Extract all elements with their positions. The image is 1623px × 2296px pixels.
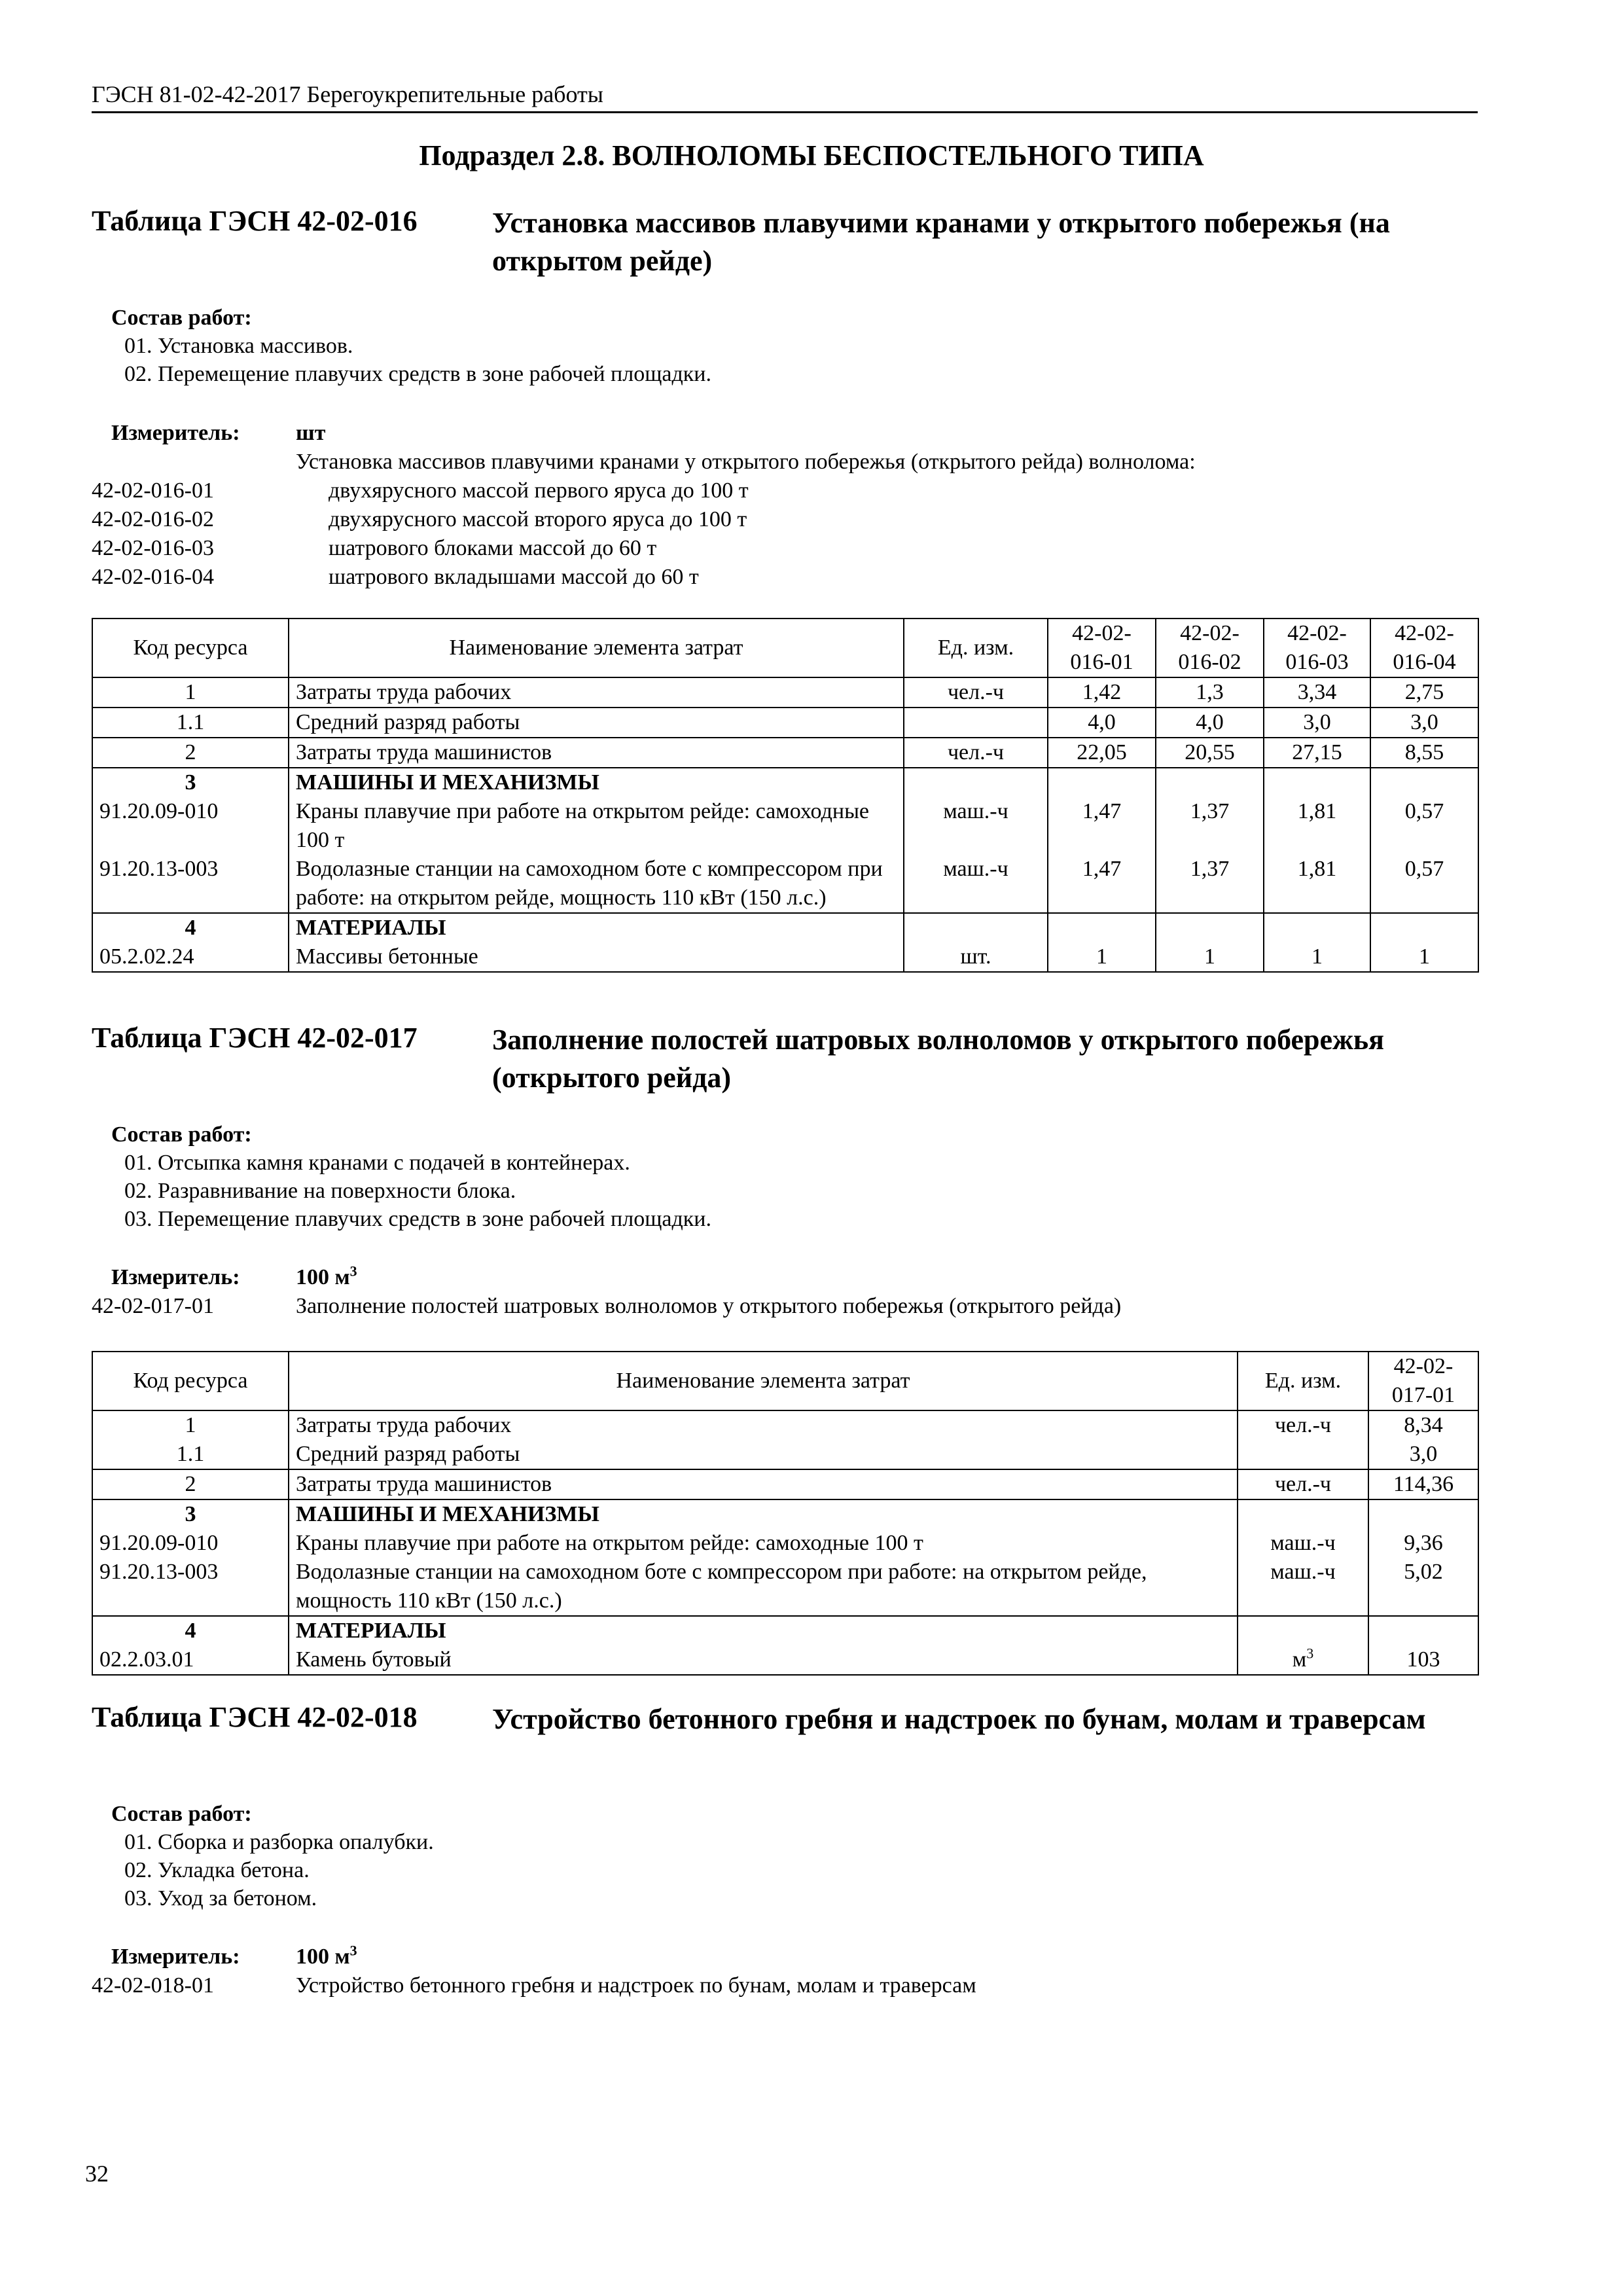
resource-name: Водолазные станции на самоходном боте с компрессором при работе: на открытом рейде, мощность 110 кВт (150 л.с.) <box>296 1560 1147 1613</box>
table-2-heading <box>92 1021 1478 1106</box>
cell-value <box>1048 768 1156 913</box>
works-caption: Состав работ: <box>111 306 252 330</box>
cell-name <box>289 1410 1238 1469</box>
table-row <box>92 708 1478 738</box>
col-header-name: Наименование элемента затрат <box>289 619 904 677</box>
cell-value: 3,34 <box>1264 677 1370 708</box>
row-code: 1.1 <box>176 1442 205 1466</box>
cell-value: 22,05 <box>1048 738 1156 768</box>
works-caption: Состав работ: <box>111 1802 252 1826</box>
resource-unit: м <box>1292 1647 1307 1672</box>
position-code: 42-02-016-01 <box>92 478 214 503</box>
position-code: 42-02-016-04 <box>92 565 214 589</box>
cell-value <box>1368 1499 1478 1616</box>
cell-value: 27,15 <box>1264 738 1370 768</box>
meter-label: Измеритель: <box>111 421 240 445</box>
table-row <box>92 768 1478 913</box>
table-3-heading <box>92 1700 1478 1785</box>
meter-unit: 100 м <box>296 1945 350 1969</box>
table-3-label: Таблица ГЭСН 42-02-018 <box>92 1701 418 1733</box>
cell-unit: чел.-ч <box>904 738 1048 768</box>
resource-value: 1 <box>1311 944 1323 969</box>
col-header-code: Код ресурса <box>92 1352 289 1410</box>
cell-code: 1 <box>92 677 289 708</box>
cell-unit: чел.-ч <box>1238 1469 1368 1499</box>
table-2-title: Заполнение полостей шатровых волноломов у открытого побережья (открытого рейда) <box>492 1024 1384 1094</box>
work-item: 02. Разравнивание на поверхности блока. <box>124 1179 516 1203</box>
col-header-position: 42-02-016-04 <box>1370 619 1478 677</box>
position-description: шатрового вкладышами массой до 60 т <box>329 565 699 589</box>
cell-name: Затраты труда рабочих <box>289 677 904 708</box>
resource-value: 0,57 <box>1404 857 1444 881</box>
cell-value: 3,0 <box>1264 708 1370 738</box>
table-row <box>92 738 1478 768</box>
position-description: двухярусного массой первого яруса до 100 т <box>329 478 749 503</box>
resource-name: Краны плавучие при работе на открытом рейде: самоходные 100 т <box>296 1531 923 1555</box>
work-item: 02. Перемещение плавучих средств в зоне рабочей площадки. <box>124 362 711 386</box>
page-number: 32 <box>85 2161 109 2187</box>
resource-value: 1 <box>1204 944 1215 969</box>
resource-unit: маш.-ч <box>943 799 1008 823</box>
position-code: 42-02-018-01 <box>92 1973 214 1998</box>
cell-value: 20,55 <box>1156 738 1264 768</box>
resource-unit: маш.-ч <box>1270 1531 1336 1555</box>
resource-value: 1,81 <box>1297 857 1337 881</box>
cell-unit <box>904 708 1048 738</box>
position-code: 42-02-016-03 <box>92 536 214 560</box>
col-header-name: Наименование элемента затрат <box>289 1352 1238 1410</box>
cell-name: Затраты труда машинистов <box>289 738 904 768</box>
cell-value: 1,42 <box>1048 677 1156 708</box>
cell-value <box>1156 768 1264 913</box>
table-2-label: Таблица ГЭСН 42-02-017 <box>92 1022 418 1054</box>
cell-code: 2 <box>92 1469 289 1499</box>
resource-code: 91.20.13-003 <box>99 857 219 881</box>
cell-value: 4,0 <box>1156 708 1264 738</box>
group-name: МАТЕРИАЛЫ <box>296 916 446 940</box>
resource-value: 1,37 <box>1190 799 1230 823</box>
resource-value: 1 <box>1096 944 1107 969</box>
cell-code: 1.1 <box>92 708 289 738</box>
cell-name: Средний разряд работы <box>289 708 904 738</box>
meter-unit-exponent: 3 <box>349 1942 357 1959</box>
cell-name <box>289 1616 1238 1675</box>
cell-value <box>1370 768 1478 913</box>
table-1-heading <box>92 204 1478 289</box>
group-code: 3 <box>185 1502 196 1526</box>
table-1-meter <box>92 419 1478 592</box>
cell-value: 2,75 <box>1370 677 1478 708</box>
cell-code <box>92 768 289 913</box>
resource-value: 9,36 <box>1404 1531 1443 1555</box>
table-row <box>92 1616 1478 1675</box>
cell-value <box>1264 768 1370 913</box>
table-row <box>92 913 1478 972</box>
cell-code <box>92 1616 289 1675</box>
table-row <box>92 677 1478 708</box>
col-header-code: Код ресурса <box>92 619 289 677</box>
group-code: 4 <box>185 1619 196 1643</box>
subsection-title: Подраздел 2.8. ВОЛНОЛОМЫ БЕСПОСТЕЛЬНОГО ТИПА <box>419 139 1204 171</box>
position-code: 42-02-017-01 <box>92 1294 214 1318</box>
group-code: 4 <box>185 916 196 940</box>
cell-value <box>1370 913 1478 972</box>
meter-unit: 100 м <box>296 1265 350 1289</box>
col-header-position: 42-02-016-03 <box>1264 619 1370 677</box>
col-header-unit: Ед. изм. <box>904 619 1048 677</box>
table-3-works <box>92 1800 1478 1912</box>
position-code: 42-02-016-02 <box>92 507 214 531</box>
cell-unit <box>1238 1616 1368 1675</box>
cell-value <box>1156 913 1264 972</box>
position-description: двухярусного массой второго яруса до 100 т <box>329 507 747 531</box>
work-item: 01. Сборка и разборка опалубки. <box>124 1830 434 1854</box>
row-name: Затраты труда рабочих <box>296 1413 512 1437</box>
resource-name: Массивы бетонные <box>296 944 478 969</box>
group-name: МАТЕРИАЛЫ <box>296 1619 446 1643</box>
resource-value: 1,47 <box>1082 857 1122 881</box>
resource-table-2 <box>92 1351 1479 1676</box>
resource-unit: маш.-ч <box>1270 1560 1336 1584</box>
cell-value <box>1048 913 1156 972</box>
table-row <box>92 1499 1478 1616</box>
resource-value: 0,57 <box>1404 799 1444 823</box>
cell-name: Затраты труда машинистов <box>289 1469 1238 1499</box>
running-header-text: ГЭСН 81-02-42-2017 Берегоукрепительные работы <box>92 81 603 107</box>
cell-name <box>289 1499 1238 1616</box>
position-description: Устройство бетонного гребня и надстроек по бунам, молам и траверсам <box>296 1973 976 1998</box>
running-header <box>92 80 1478 113</box>
resource-value: 1,81 <box>1297 799 1337 823</box>
resource-code: 91.20.13-003 <box>99 1560 219 1584</box>
cell-name <box>289 768 904 913</box>
resource-value: 1,37 <box>1190 857 1230 881</box>
table-2-works <box>92 1121 1478 1233</box>
work-item: 02. Укладка бетона. <box>124 1858 310 1882</box>
table-3-meter <box>92 1943 1478 2000</box>
resource-value: 5,02 <box>1404 1560 1443 1584</box>
cell-value <box>1368 1410 1478 1469</box>
position-description: шатрового блоками массой до 60 т <box>329 536 657 560</box>
col-header-position: 42-02-016-02 <box>1156 619 1264 677</box>
resource-value: 103 <box>1406 1647 1440 1672</box>
cell-unit: чел.-ч <box>904 677 1048 708</box>
cell-value: 114,36 <box>1368 1469 1478 1499</box>
cell-value: 3,0 <box>1370 708 1478 738</box>
resource-value: 1 <box>1419 944 1430 969</box>
unit-exponent: 3 <box>1306 1645 1314 1662</box>
cell-value <box>1368 1616 1478 1675</box>
work-item: 03. Перемещение плавучих средств в зоне рабочей площадки. <box>124 1207 711 1231</box>
meter-description: Установка массивов плавучими кранами у открытого побережья (открытого рейда) волнолома: <box>296 450 1196 474</box>
cell-code <box>92 1410 289 1469</box>
resource-code: 91.20.09-010 <box>99 1531 219 1555</box>
cell-code <box>92 913 289 972</box>
row-value: 8,34 <box>1404 1413 1443 1437</box>
group-name: МАШИНЫ И МЕХАНИЗМЫ <box>296 770 599 795</box>
col-header-unit: Ед. изм. <box>1238 1352 1368 1410</box>
table-3-title: Устройство бетонного гребня и надстроек по бунам, молам и траверсам <box>492 1703 1426 1735</box>
meter-label: Измеритель: <box>111 1945 240 1969</box>
col-header-position: 42-02-016-01 <box>1048 619 1156 677</box>
table-2-meter <box>92 1263 1478 1321</box>
position-description: Заполнение полостей шатровых волноломов у открытого побережья (открытого рейда) <box>296 1294 1122 1318</box>
meter-unit-exponent: 3 <box>349 1263 357 1280</box>
row-value: 3,0 <box>1409 1442 1438 1466</box>
resource-unit: шт. <box>960 944 991 969</box>
work-item: 03. Уход за бетоном. <box>124 1886 317 1910</box>
cell-value: 8,55 <box>1370 738 1478 768</box>
cell-value: 1,3 <box>1156 677 1264 708</box>
cell-name <box>289 913 904 972</box>
table-1-title: Установка массивов плавучими кранами у открытого побережья (на открытом рейде) <box>492 207 1390 277</box>
cell-value: 4,0 <box>1048 708 1156 738</box>
meter-label: Измеритель: <box>111 1265 240 1289</box>
cell-value <box>1264 913 1370 972</box>
work-item: 01. Установка массивов. <box>124 334 353 358</box>
works-caption: Состав работ: <box>111 1122 252 1147</box>
resource-name: Краны плавучие при работе на открытом рейде: самоходные 100 т <box>296 799 869 852</box>
cell-unit <box>1238 1410 1368 1469</box>
work-item: 01. Отсыпка камня кранами с подачей в контейнерах. <box>124 1151 630 1175</box>
table-row <box>92 1410 1478 1469</box>
resource-value: 1,47 <box>1082 799 1122 823</box>
cell-unit <box>1238 1499 1368 1616</box>
table-row <box>92 1469 1478 1499</box>
cell-code <box>92 1499 289 1616</box>
resource-name: Водолазные станции на самоходном боте с компрессором при работе: на открытом рейде, мощность 110 кВт (150 л.с.) <box>296 857 883 910</box>
resource-table-1 <box>92 618 1479 973</box>
table-1-label: Таблица ГЭСН 42-02-016 <box>92 205 418 237</box>
row-name: Средний разряд работы <box>296 1442 520 1466</box>
resource-code: 02.2.03.01 <box>99 1647 194 1672</box>
meter-unit: шт <box>296 421 326 445</box>
row-unit: чел.-ч <box>1274 1413 1332 1437</box>
resource-code: 05.2.02.24 <box>99 944 194 969</box>
group-code: 3 <box>185 770 196 795</box>
col-header-position: 42-02-017-01 <box>1368 1352 1478 1410</box>
cell-unit <box>904 913 1048 972</box>
table-1-works <box>92 304 1478 388</box>
group-name: МАШИНЫ И МЕХАНИЗМЫ <box>296 1502 599 1526</box>
row-code: 1 <box>185 1413 196 1437</box>
resource-code: 91.20.09-010 <box>99 799 219 823</box>
resource-unit: маш.-ч <box>943 857 1008 881</box>
resource-name: Камень бутовый <box>296 1647 452 1672</box>
cell-code: 2 <box>92 738 289 768</box>
cell-unit <box>904 768 1048 913</box>
